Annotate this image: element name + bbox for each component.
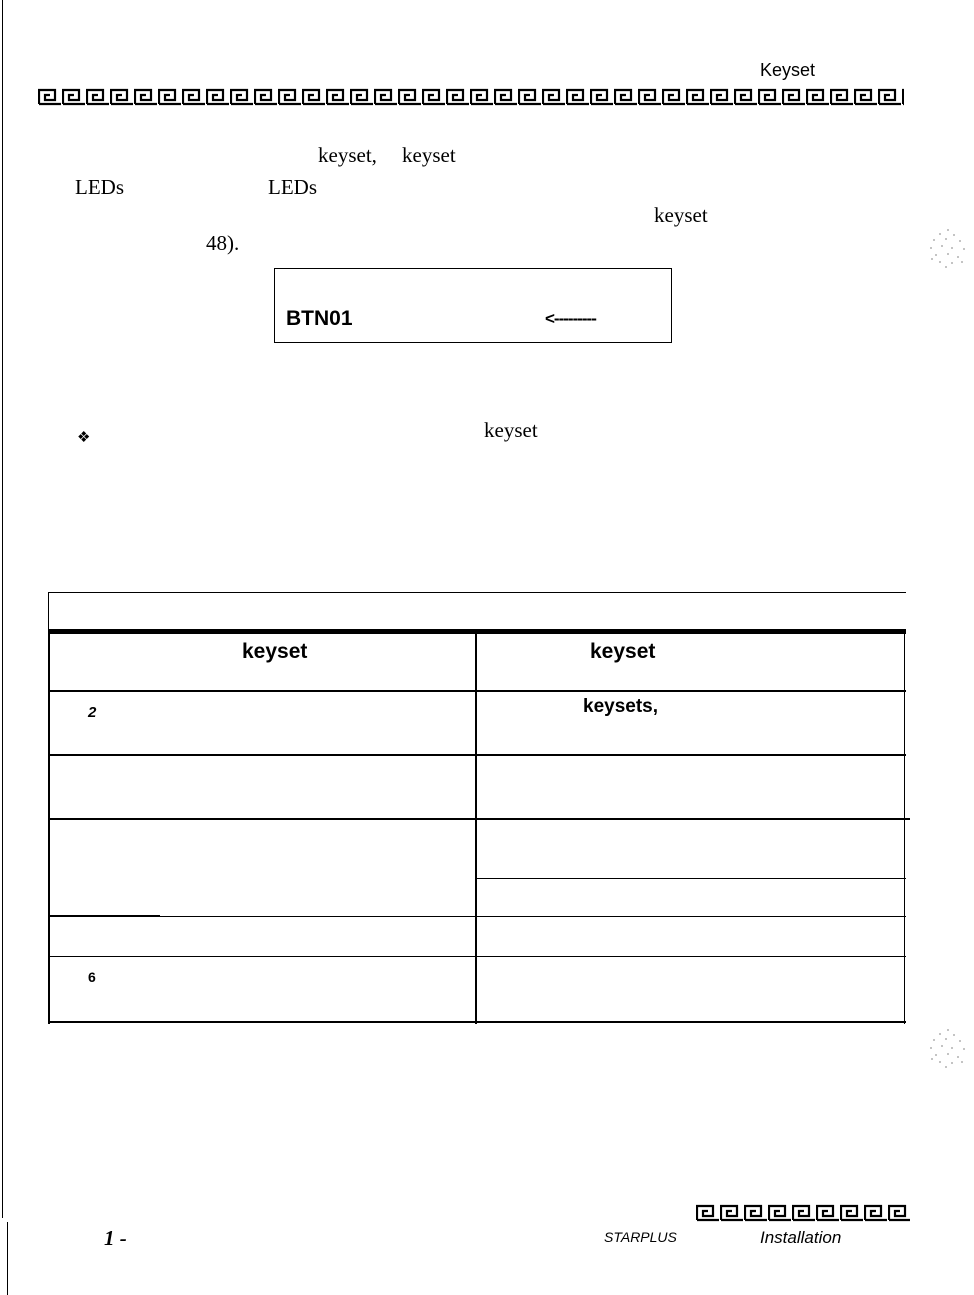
left-margin-rule-lower (7, 1222, 8, 1295)
bullet-word-keyset: keyset (484, 418, 538, 442)
header-section-title: Keyset (760, 60, 816, 80)
body-word-leds: LEDs (75, 175, 124, 199)
footer-doc-title: Installation (760, 1228, 842, 1247)
body-page-reference: 48). (206, 231, 240, 255)
table-row-rule-4-right (476, 916, 906, 917)
body-word-keyset-2: keyset (654, 203, 708, 227)
display-arrow: <--------- (545, 309, 596, 328)
table-heavy-rule (48, 629, 906, 634)
table-cell-row1-left: 2 (88, 704, 97, 721)
greek-key-border-footer (696, 1204, 910, 1222)
table-cell-row5-left: 6 (88, 969, 96, 985)
footer-page-number: 1 - (104, 1226, 127, 1250)
lcd-display-box (274, 268, 672, 343)
table-row-rule-1 (48, 754, 906, 756)
body-word-leds-2: LEDs (268, 175, 317, 199)
table-header-left: keyset (242, 640, 308, 663)
body-word-keyset: keyset (402, 143, 456, 167)
scan-speckle-icon (926, 226, 970, 275)
table-row-rule-3-right (476, 878, 906, 879)
scan-speckle-icon-2 (926, 1026, 970, 1075)
body-word-keyset-comma: keyset, (318, 143, 377, 167)
footer-brand: STARPLUS (604, 1229, 677, 1245)
table-cell-row1-right: keysets, (583, 696, 659, 717)
table-row-rule-4-left (160, 916, 476, 917)
greek-key-border-top (38, 88, 904, 106)
left-margin-rule (2, 0, 3, 1218)
table-row-rule-2 (48, 818, 910, 820)
diamond-bullet-icon: ❖ (77, 430, 91, 446)
table-row-rule-5 (48, 956, 906, 957)
table-left-rule-top (48, 592, 49, 632)
table-header-rule (48, 690, 906, 692)
table-row-rule-4-left-heavy (48, 915, 160, 917)
display-label: BTN01 (286, 307, 353, 330)
table-bottom-rule (48, 1021, 906, 1023)
table-top-rule (48, 592, 906, 593)
table (48, 592, 906, 1024)
table-header-right: keyset (590, 640, 656, 663)
